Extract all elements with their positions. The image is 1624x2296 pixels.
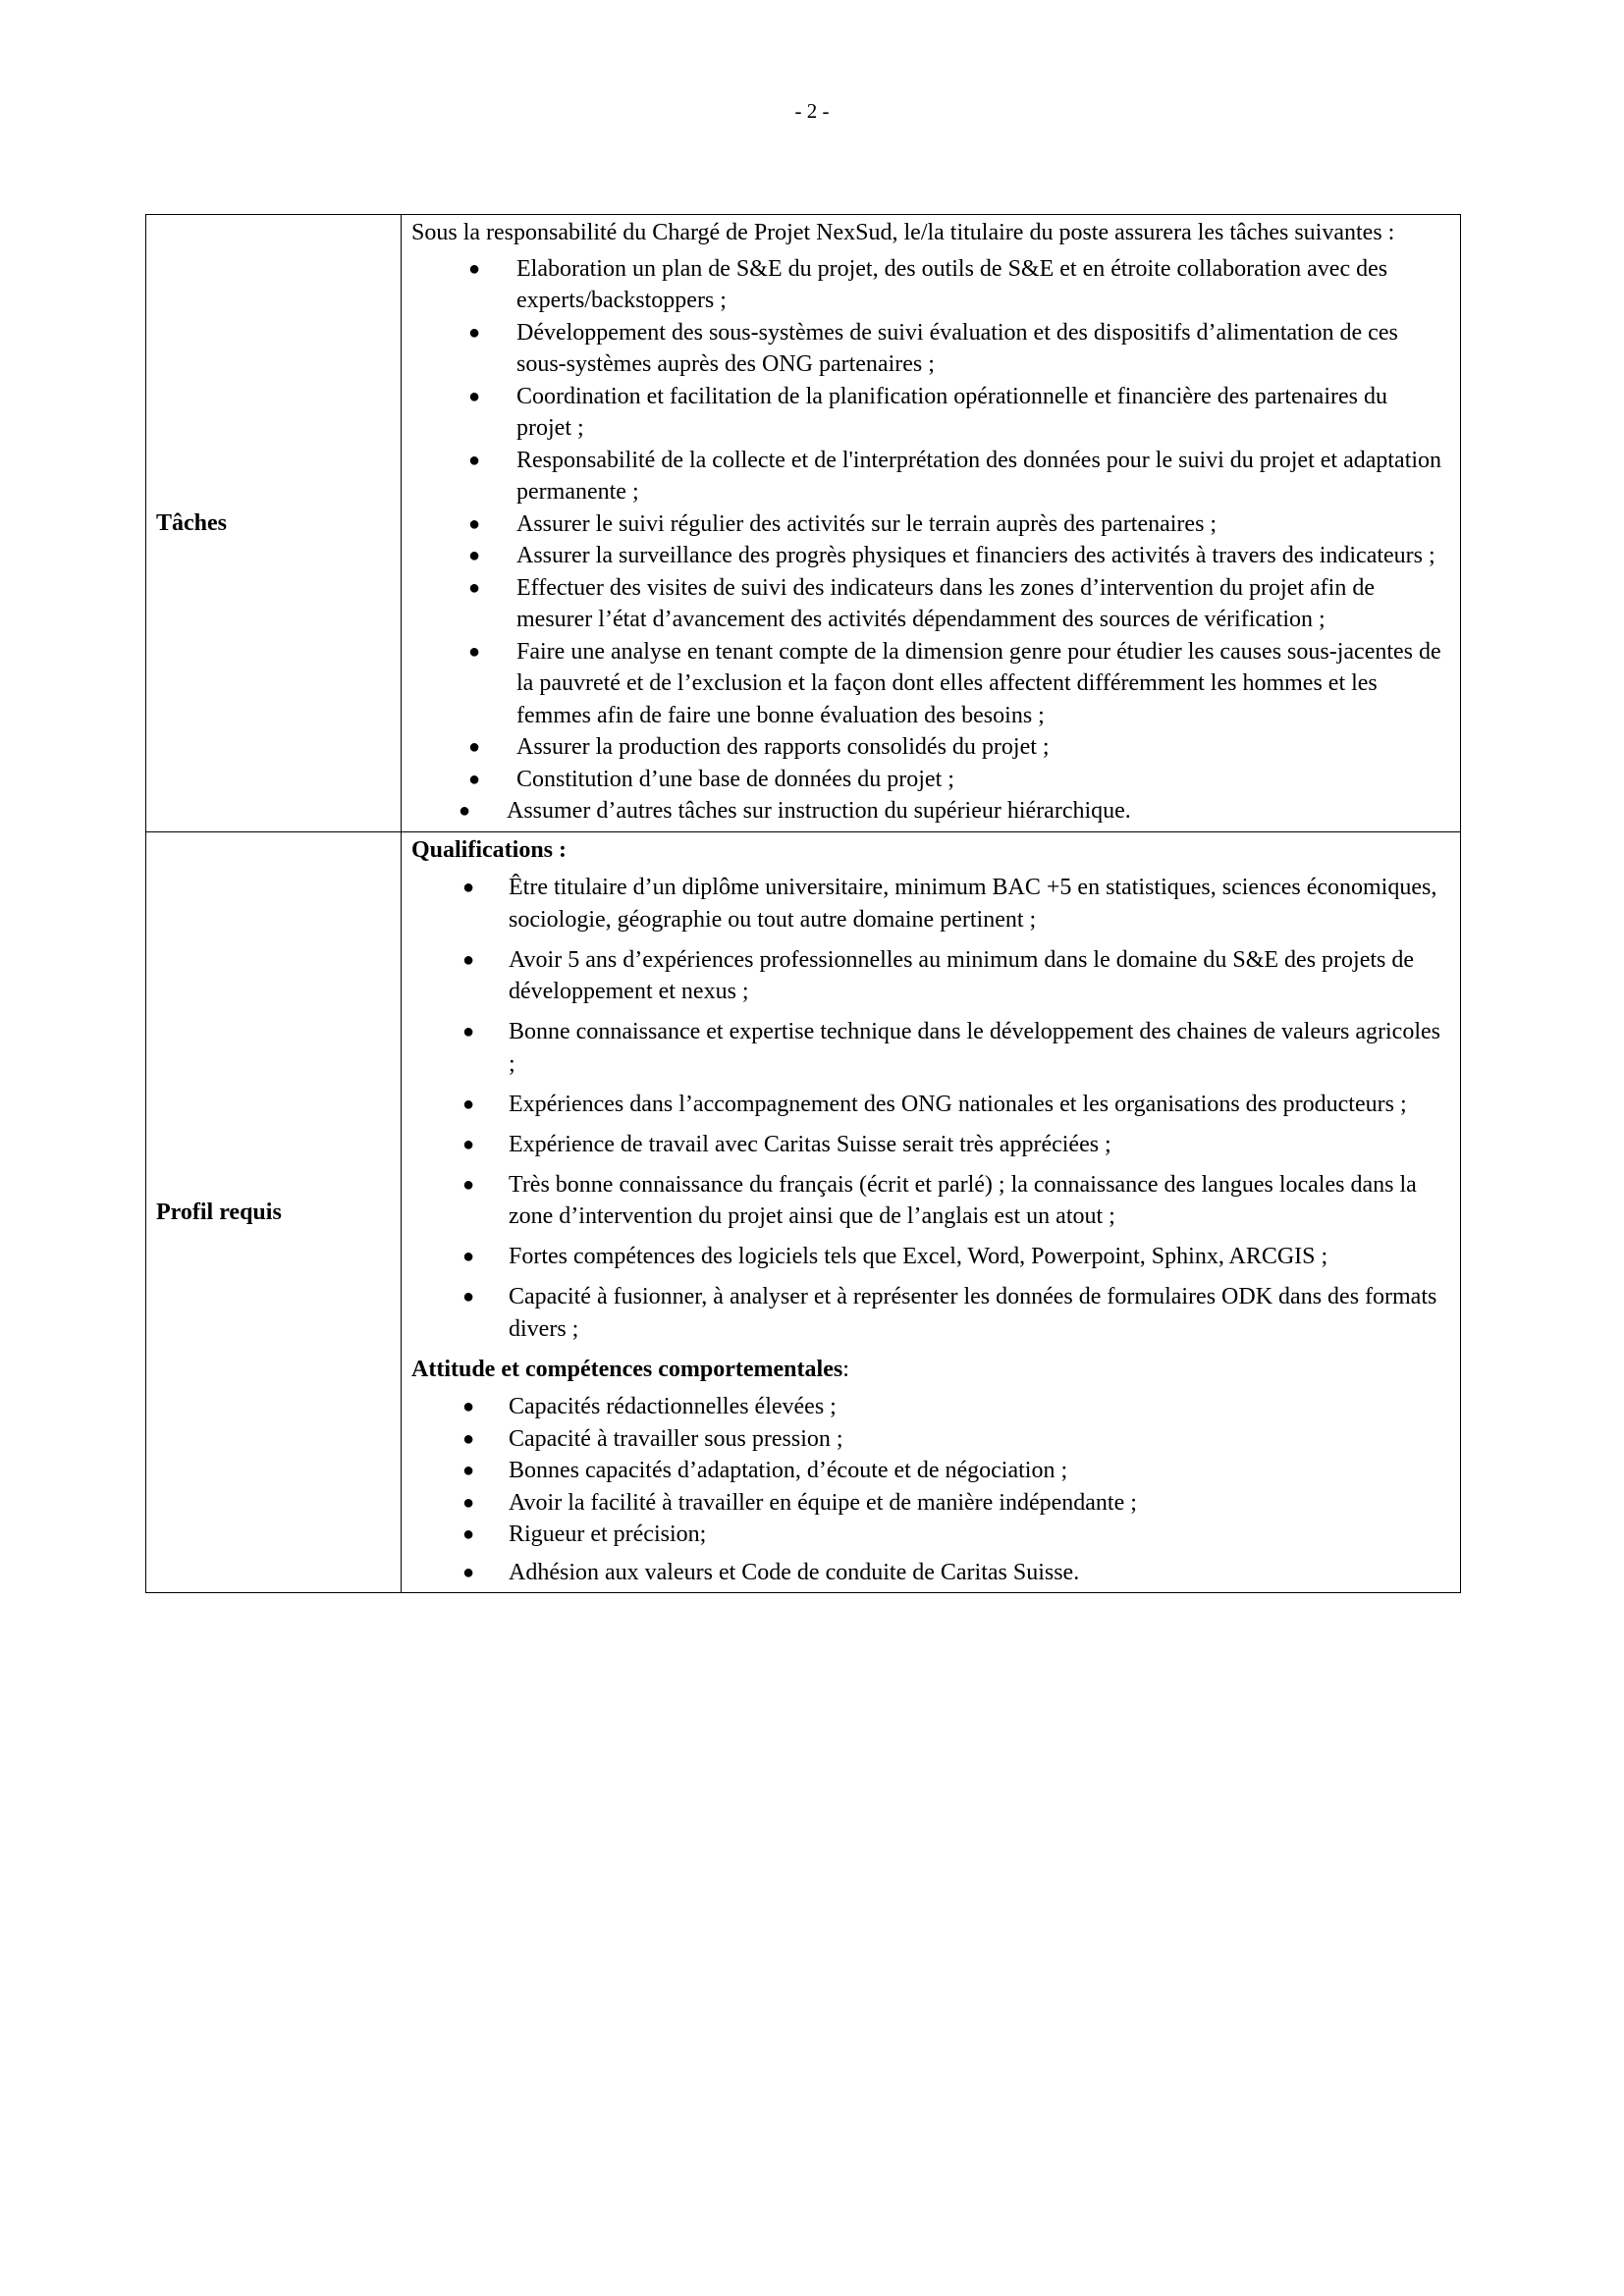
list-item <box>411 1129 1442 1161</box>
bullet-icon: ● <box>462 948 475 971</box>
profil-label: Profil requis <box>146 831 402 1593</box>
attitude-heading-colon: : <box>842 1356 849 1382</box>
list-item-text: Faire une analyse en tenant compte de la dimension genre pour étudier les causes sous-jacentes de la pauvreté et de l’exclusion et la façon dont elles affectent différemment les hommes et les femmes afin de faire une bonne évaluation des besoins ; <box>516 638 1441 728</box>
list-item-text: Expériences dans l’accompagnement des ONG nationales et les organisations des producteurs ; <box>509 1091 1407 1117</box>
list-item-text: Avoir la facilité à travailler en équipe et de manière indépendante ; <box>509 1489 1137 1516</box>
bullet-icon: ● <box>468 449 481 471</box>
list-item <box>411 764 1442 796</box>
qualifications-heading: Qualifications : <box>411 836 568 863</box>
profil-row <box>146 831 1461 1593</box>
bullet-icon: ● <box>462 1246 475 1267</box>
list-item <box>411 872 1442 935</box>
taches-list <box>411 253 1442 828</box>
taches-content <box>402 215 1461 832</box>
attitude-heading <box>411 1354 1442 1386</box>
list-item <box>411 1557 1442 1589</box>
list-item-text: Effectuer des visites de suivi des indicateurs dans les zones d’intervention du projet afin de mesurer l’état d’avancement des activités dépendamment des sources de vérification ; <box>516 574 1375 632</box>
bullet-icon: ● <box>468 385 481 407</box>
list-item-text: Capacités rédactionnelles élevées ; <box>509 1394 837 1419</box>
list-item <box>411 1016 1442 1080</box>
list-item-text: Bonnes capacités d’adaptation, d’écoute et de négociation ; <box>509 1458 1068 1483</box>
list-item <box>411 1391 1442 1423</box>
list-item <box>411 508 1442 541</box>
list-item-text: Développement des sous-systèmes de suivi évaluation et des dispositifs d’alimentation de ces sous-systèmes auprès des ONG partenaires ; <box>516 319 1398 377</box>
taches-label: Tâches <box>146 215 402 832</box>
bullet-icon: ● <box>468 512 481 535</box>
list-item <box>411 1241 1442 1273</box>
bullet-icon: ● <box>468 640 481 663</box>
list-item-text: Avoir 5 ans d’expériences professionnelles au minimum dans le domaine du S&E des projets de développement et nexus ; <box>509 946 1415 1004</box>
qualifications-list <box>411 872 1442 1345</box>
list-item-text: Adhésion aux valeurs et Code de conduite de Caritas Suisse. <box>509 1559 1080 1585</box>
list-item-text: Capacité à fusionner, à analyser et à représenter les données de formulaires ODK dans des formats divers ; <box>509 1284 1437 1342</box>
bullet-icon: ● <box>462 1093 475 1115</box>
list-item-text: Expérience de travail avec Caritas Suisse serait très appréciées ; <box>509 1131 1111 1157</box>
list-item-text: Fortes compétences des logiciels tels que Excel, Word, Powerpoint, Sphinx, ARCGIS ; <box>509 1244 1328 1269</box>
bullet-icon: ● <box>468 321 481 344</box>
bullet-icon: ● <box>459 800 471 822</box>
taches-intro: Sous la responsabilité du Chargé de Projet NexSud, le/la titulaire du poste assurera les tâches suivantes : <box>411 220 1395 245</box>
bullet-icon: ● <box>462 1460 475 1481</box>
bullet-icon: ● <box>462 1021 475 1042</box>
list-item <box>411 636 1442 732</box>
list-item-text: Assurer la production des rapports consolidés du projet ; <box>516 734 1050 760</box>
taches-row <box>146 215 1461 832</box>
list-item <box>411 1089 1442 1121</box>
bullet-icon: ● <box>462 1396 475 1417</box>
attitude-list <box>411 1391 1442 1588</box>
list-item-text: Capacité à travailler sous pression ; <box>509 1425 843 1452</box>
list-item-text: Responsabilité de la collecte et de l'interprétation des données pour le suivi du projet et adaptation permanente ; <box>516 447 1442 505</box>
list-item-text: Coordination et facilitation de la planification opérationnelle et financière des partenaires du projet ; <box>516 383 1387 441</box>
list-item-text: Constitution d’une base de données du projet ; <box>516 766 954 792</box>
bullet-icon: ● <box>462 1286 475 1308</box>
list-item-text: Elaboration un plan de S&E du projet, des outils de S&E et en étroite collaboration avec des experts/backstoppers ; <box>516 255 1388 313</box>
list-item <box>411 445 1442 508</box>
list-item <box>411 540 1442 572</box>
bullet-icon: ● <box>468 545 481 566</box>
list-item <box>411 572 1442 636</box>
list-item <box>411 1519 1442 1551</box>
list-item <box>411 944 1442 1008</box>
bullet-icon: ● <box>462 1427 475 1450</box>
list-item <box>411 381 1442 445</box>
bullet-icon: ● <box>468 576 481 599</box>
list-item-text: Très bonne connaissance du français (écrit et parlé) ; la connaissance des langues locales dans la zone d’intervention du projet ainsi que de l’anglais est un atout ; <box>509 1171 1417 1229</box>
list-item-text: Bonne connaissance et expertise technique dans le développement des chaines de valeurs agricoles ; <box>509 1019 1440 1077</box>
bullet-icon: ● <box>462 1173 475 1196</box>
job-description-table <box>145 214 1461 1593</box>
list-item-text: Assumer d’autres tâches sur instruction du supérieur hiérarchique. <box>507 798 1131 824</box>
attitude-heading-text: Attitude et compétences comportementales <box>411 1356 843 1382</box>
bullet-icon: ● <box>468 736 481 758</box>
bullet-icon: ● <box>462 1523 475 1545</box>
list-item-text: Assurer la surveillance des progrès physiques et financiers des activités à travers des indicateurs ; <box>516 543 1435 568</box>
list-item <box>411 1487 1442 1520</box>
bullet-icon: ● <box>462 1491 475 1514</box>
list-item-text: Être titulaire d’un diplôme universitaire, minimum BAC +5 en statistiques, sciences économiques, sociologie, géographie ou tout autre domaine pertinent ; <box>509 875 1437 933</box>
list-item <box>411 1423 1442 1456</box>
profil-content <box>402 831 1461 1593</box>
list-item <box>411 1281 1442 1345</box>
list-item <box>411 731 1442 764</box>
list-item-text: Rigueur et précision; <box>509 1522 707 1547</box>
page-number: - 2 - <box>794 99 830 123</box>
bullet-icon: ● <box>462 877 475 898</box>
list-item <box>411 1455 1442 1487</box>
bullet-icon: ● <box>468 257 481 280</box>
bullet-icon: ● <box>468 768 481 790</box>
bullet-icon: ● <box>462 1133 475 1155</box>
bullet-icon: ● <box>462 1561 475 1583</box>
list-item <box>411 795 1442 828</box>
list-item <box>411 253 1442 317</box>
list-item <box>411 317 1442 381</box>
list-item <box>411 1169 1442 1233</box>
list-item-text: Assurer le suivi régulier des activités sur le terrain auprès des partenaires ; <box>516 510 1218 537</box>
